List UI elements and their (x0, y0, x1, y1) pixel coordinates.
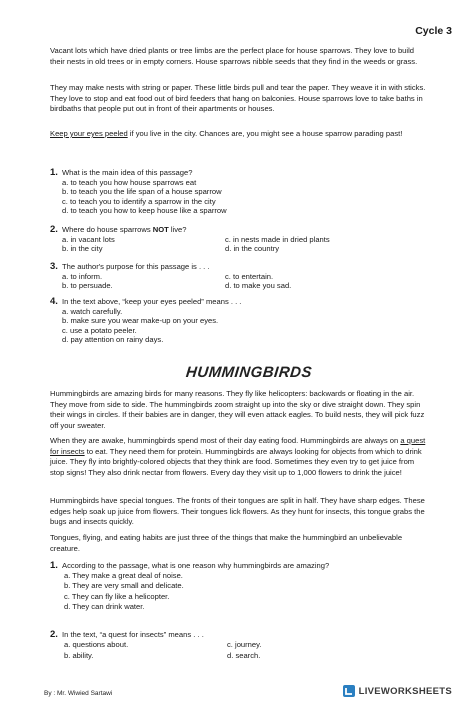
answer-option[interactable]: d. search. (227, 650, 261, 660)
hummingbird-question-1 (50, 561, 440, 613)
hummingbird-paragraph-2: When they are awake, hummingbirds spend most of their day eating food. Hummingbirds are always on a quest for insects to eat. They need them for protein. Hummingbirds are always looking for objects from which to drink juice. They fly into brightly-colored objects that they think are food. Sometimes they even try to get juice from stop signs! They also drink nectar from flowers. Every day they visit up to 1,000 flowers to drink the juice! (50, 436, 426, 477)
hummingbird-paragraph-3: Hummingbirds have special tongues. The fronts of their tongues are split in half. They have sharp edges. These edges help soak up juice from flowers. Their tongues lick flowers. As they hunt for insects, this tongue grabs the bugs and insects quickly. (50, 496, 425, 527)
sparrow-paragraph-1: Vacant lots which have dried plants or tree limbs are the perfect place for house sparrows. They love to build their nests in old trees or in empty corners. House sparrows nibble seeds that they find in the weeds or grass. (50, 46, 418, 66)
answer-option[interactable]: c. use a potato peeler. (62, 325, 137, 335)
question-1 (50, 168, 440, 216)
answer-option[interactable]: d. to teach you how to keep house like a sparrow (62, 206, 227, 216)
liveworksheets-logo (342, 684, 452, 698)
cycle-label: Cycle 3 (415, 25, 452, 37)
answer-option[interactable]: a. in vacant lots (62, 234, 115, 244)
question-number: 1. (50, 167, 58, 178)
answer-option[interactable]: c. to entertain. (225, 271, 274, 281)
answer-option[interactable]: c. to teach you to identify a sparrow in the city (62, 196, 216, 206)
idiom-underline: Keep your eyes peeled (50, 129, 128, 138)
question-text: The author's purpose for this passage is . . . (62, 262, 210, 271)
phrase-underline: a quest for insects (50, 436, 426, 456)
sparrow-paragraph-2: They may make nests with string or paper. These little birds pull and tear the paper. They weave it in with sticks. They love to stop and eat food out of bird feeders that hang on balconies. House sparrows love to take baths in birdbaths that people put out in front of their apartments or houses. (50, 83, 426, 114)
answer-option[interactable]: b. in the city (62, 244, 103, 254)
answer-option[interactable]: c. They can fly like a helicopter. (64, 591, 170, 601)
author-credit: By : Mr. Wiwied Sartawi (44, 690, 113, 697)
answer-option[interactable]: c. in nests made in dried plants (225, 234, 330, 244)
question-text: According to the passage, what is one reason why hummingbirds are amazing? (62, 561, 330, 570)
answer-option[interactable]: b. ability. (64, 650, 94, 660)
question-text: What is the main idea of this passage? (62, 168, 193, 177)
answer-option[interactable]: d. in the country (225, 244, 280, 254)
question-2: 2. Where do house sparrows NOT live? a. in vacant lots c. in nests made in dried plants b. in the city d. in the country (50, 225, 440, 254)
section-title: HUMMINGBIRDS (185, 364, 313, 381)
question-4 (50, 297, 440, 345)
hummingbird-question-2 (50, 630, 440, 662)
answer-option[interactable]: b. make sure you wear make-up on your eyes. (62, 316, 219, 326)
question-text: In the text, “a quest for insects” means . . . (62, 630, 204, 639)
answer-option[interactable]: b. to teach you the life span of a house sparrow (62, 187, 222, 197)
question-number: 4. (50, 296, 58, 307)
answer-option[interactable]: d. They can drink water. (64, 602, 145, 612)
answer-option[interactable]: b. to persuade. (62, 281, 113, 291)
logo-text: LIVEWORKSHEETS (358, 685, 452, 697)
liveworksheets-icon (342, 684, 356, 698)
answer-option[interactable]: a. watch carefully. (62, 306, 123, 316)
answer-option[interactable]: d. to make you sad. (225, 281, 292, 291)
question-3 (50, 262, 440, 291)
answer-option[interactable]: a. They make a great deal of noise. (64, 570, 183, 580)
answer-option[interactable]: a. to inform. (62, 271, 103, 281)
hummingbird-paragraph-4: Tongues, flying, and eating habits are just three of the things that make the hummingbird an unbelievable creature. (50, 533, 403, 553)
answer-option[interactable]: a. questions about. (64, 639, 129, 649)
answer-option[interactable]: a. to teach you how house sparrows eat (62, 177, 197, 187)
sparrow-paragraph-3: Keep your eyes peeled if you live in the city. Chances are, you might see a house sparrow parading past! (50, 129, 403, 138)
answer-option[interactable]: b. They are very small and delicate. (64, 581, 184, 591)
question-number: 2. (50, 629, 58, 640)
hummingbird-paragraph-1: Hummingbirds are amazing birds for many reasons. They fly like helicopters: backwards or floating in the air. They move from side to side. The hummingbirds zoom straight up into the sky or dive straight down. They spin their wings in circles. If their babies are in danger, they will even attack eagles. To build nests, they will pick fuzz off your sweater. (50, 389, 425, 430)
question-number: 3. (50, 261, 58, 272)
question-number: 2. (50, 224, 58, 235)
question-text: In the text above, “keep your eyes peeled” means . . . (62, 297, 242, 306)
answer-option[interactable]: c. journey. (227, 639, 262, 649)
question-number: 1. (50, 560, 58, 571)
answer-option[interactable]: d. pay attention on rainy days. (62, 335, 164, 345)
